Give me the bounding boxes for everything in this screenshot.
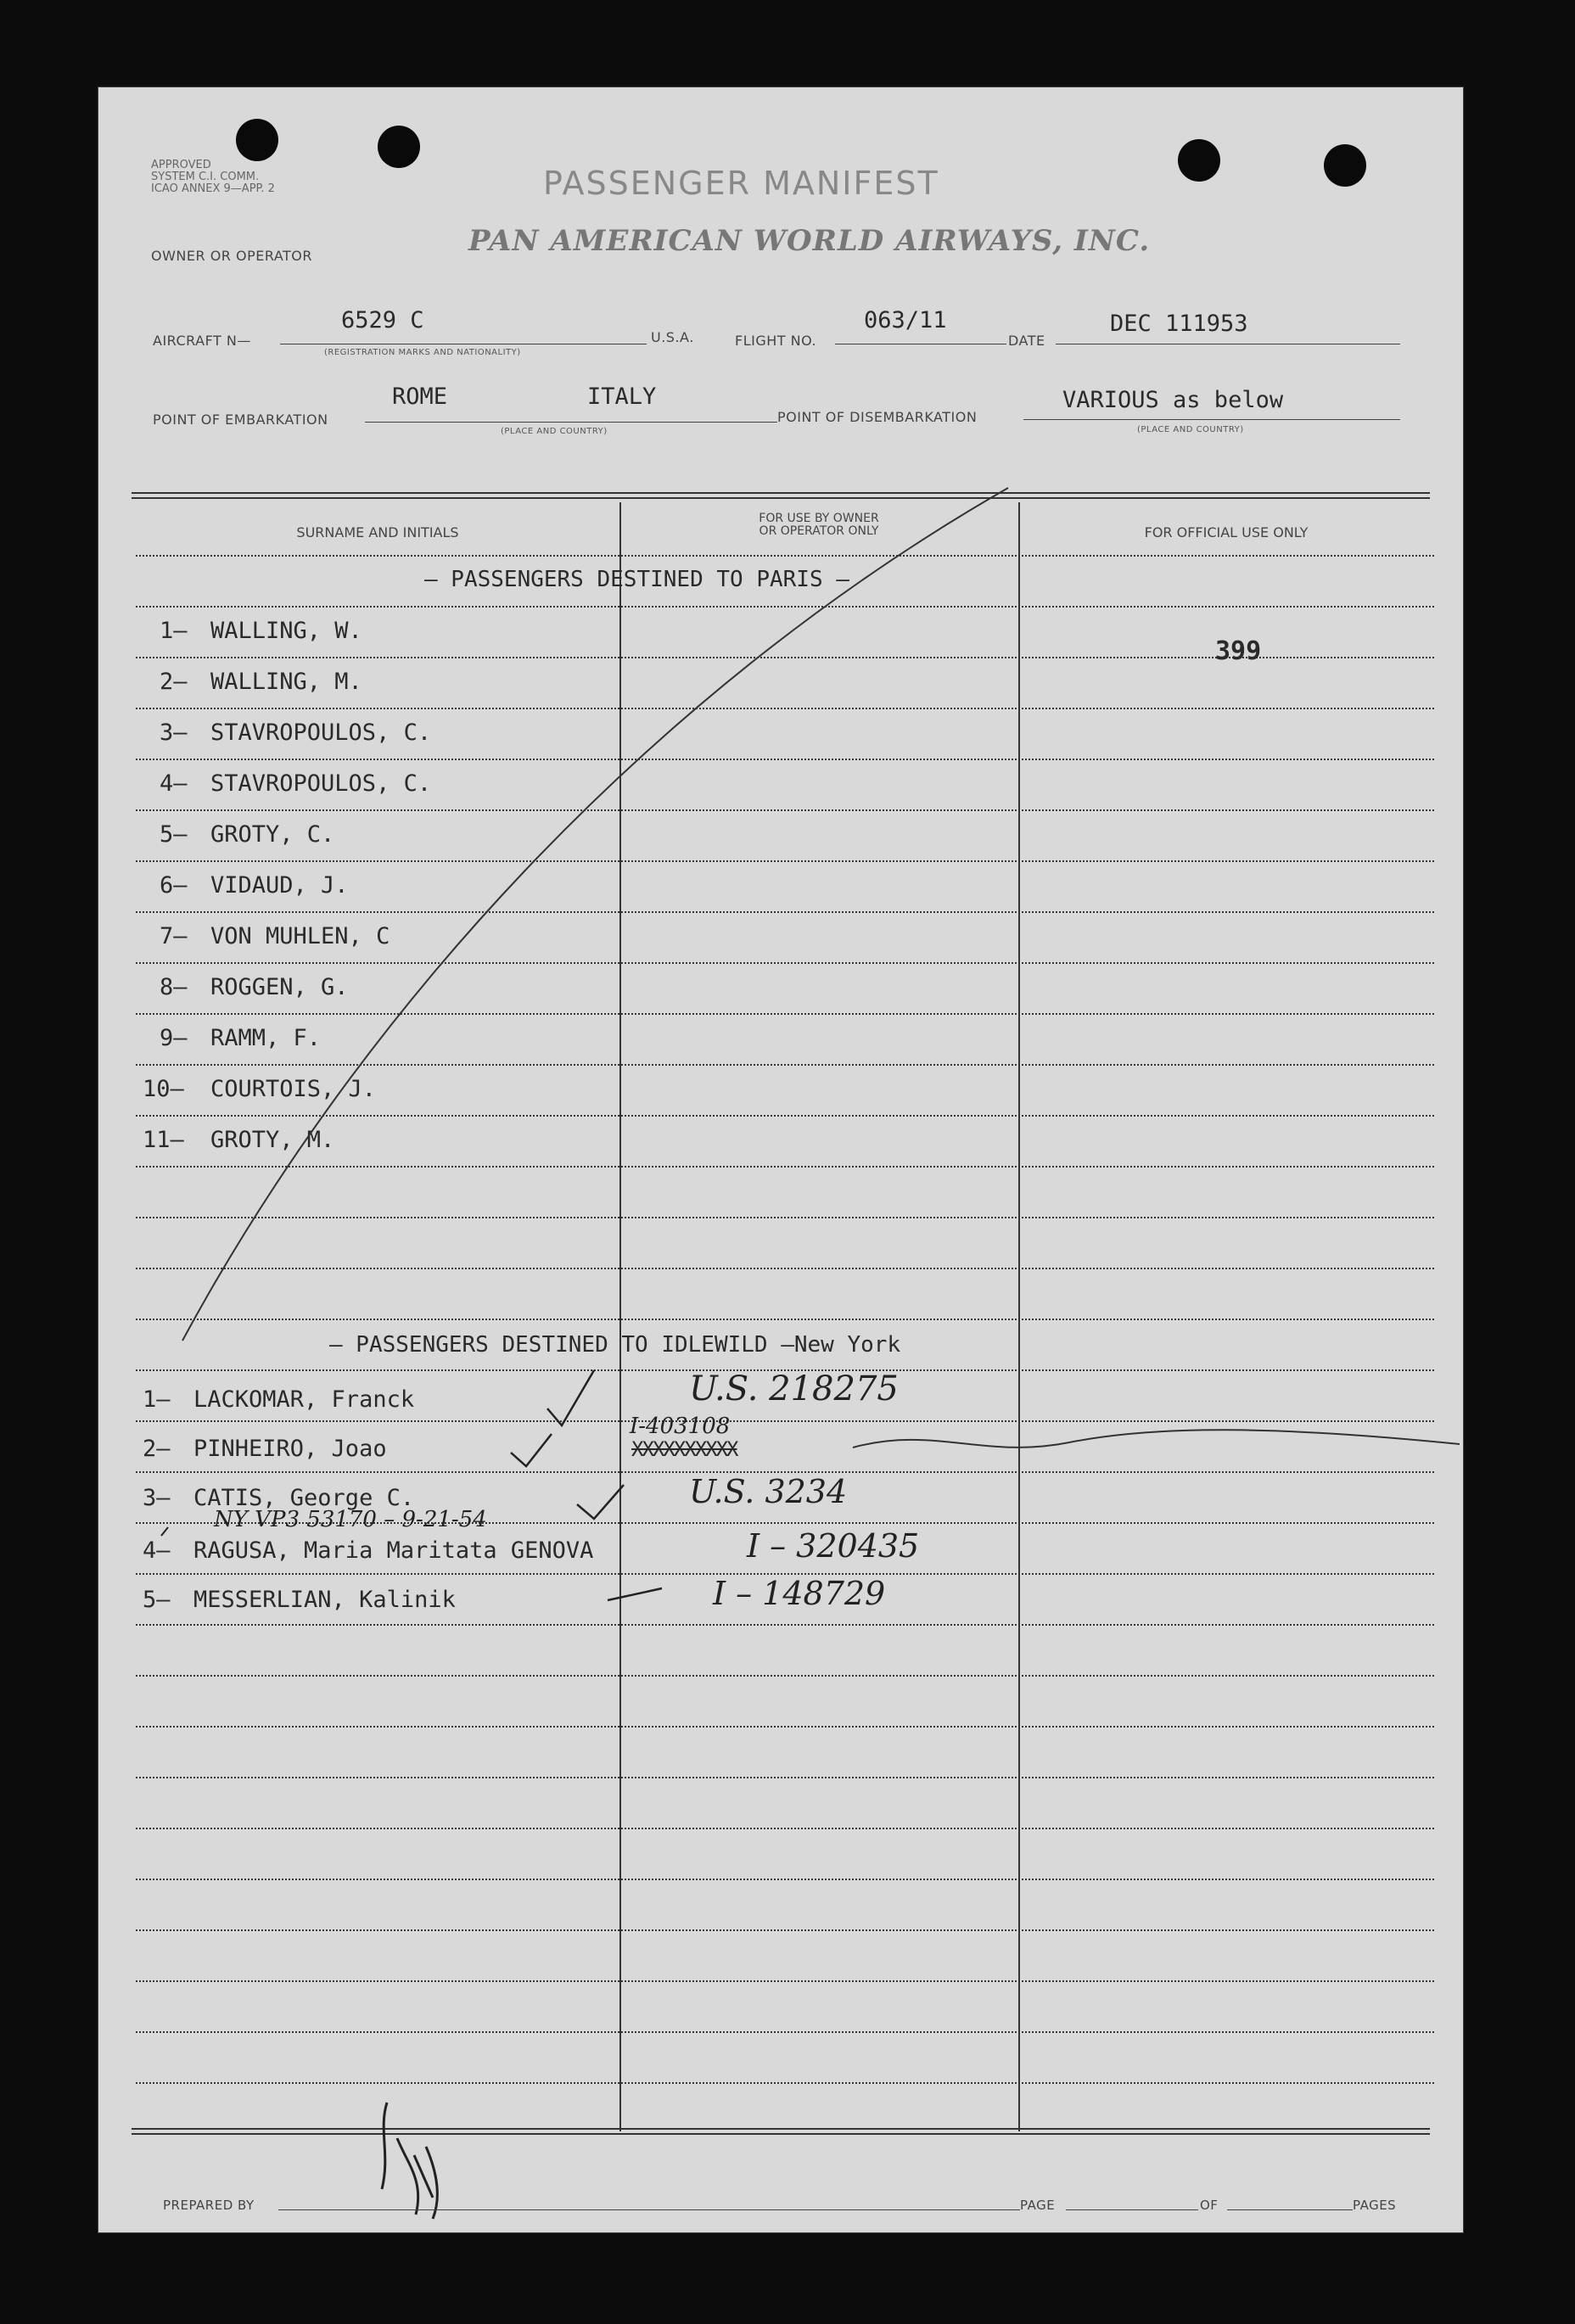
approval-line: APPROVED <box>151 159 211 171</box>
embark-label: POINT OF EMBARKATION <box>153 412 328 428</box>
row-number: 3– <box>143 1485 171 1511</box>
passport-note: U.S. 218275 <box>689 1369 899 1408</box>
handwritten-annotation: NY VP3 53170 – 9-21-54 <box>214 1507 487 1532</box>
passenger-name: VIDAUD, J. <box>210 872 349 899</box>
passport-note: U.S. 3234 <box>689 1473 848 1510</box>
row-number: 6– <box>160 872 188 899</box>
date-label: DATE <box>1008 333 1045 349</box>
row-number: 1– <box>160 618 188 644</box>
row-number: 5– <box>160 821 188 848</box>
row-number: 7– <box>160 923 188 949</box>
passenger-name: GROTY, M. <box>210 1127 335 1153</box>
disembark-label: POINT OF DISEMBARKATION <box>777 409 978 425</box>
flight-value: 063/11 <box>864 307 947 333</box>
of-line <box>1227 2209 1353 2210</box>
embark-country: ITALY <box>587 384 657 410</box>
row-number: 2– <box>143 1436 171 1462</box>
row-number: 3– <box>160 720 188 746</box>
passenger-name: ROGGEN, G. <box>210 974 349 1000</box>
passenger-name: RAGUSA, Maria Maritata GENOVA <box>193 1537 594 1564</box>
prepared-by-label: PREPARED BY <box>163 2198 255 2213</box>
passport-note: I-403108 <box>630 1414 731 1439</box>
passenger-name: STAVROPOULOS, C. <box>210 720 432 746</box>
flight-label: FLIGHT NO. <box>735 333 817 349</box>
row-number: 11– <box>143 1127 184 1153</box>
aircraft-label: AIRCRAFT N— <box>153 333 251 349</box>
passenger-name: GROTY, C. <box>210 821 335 848</box>
column-header-official: FOR OFFICIAL USE ONLY <box>1144 524 1309 540</box>
disembark-value: VARIOUS as below <box>1062 387 1284 413</box>
owner-use-line: FOR USE BY OWNER <box>759 512 879 525</box>
passenger-name: RAMM, F. <box>210 1025 322 1051</box>
embark-sub: (PLACE AND COUNTRY) <box>501 427 608 436</box>
column-header-surname: SURNAME AND INITIALS <box>296 524 459 540</box>
disembark-sub: (PLACE AND COUNTRY) <box>1137 425 1244 434</box>
passenger-name: CATIS, George C. <box>193 1485 415 1511</box>
embark-city: ROME <box>392 384 448 410</box>
struck-text: XXXXXXXXXX <box>631 1437 737 1461</box>
aircraft-value: 6529 C <box>341 307 424 333</box>
row-number: 8– <box>160 974 188 1000</box>
approval-line: SYSTEM C.I. COMM. <box>151 171 260 183</box>
passenger-name: WALLING, W. <box>210 618 362 644</box>
page-line <box>1066 2209 1198 2210</box>
passenger-name: VON MUHLEN, C <box>210 923 390 949</box>
pages-label: PAGES <box>1353 2198 1397 2213</box>
usa-label: U.S.A. <box>651 329 694 345</box>
official-note: 399 <box>1215 636 1262 666</box>
approval-line: ICAO ANNEX 9—APP. 2 <box>151 182 275 195</box>
row-number: 4– <box>143 1537 171 1564</box>
of-label: OF <box>1200 2198 1219 2213</box>
airline-name: PAN AMERICAN WORLD AIRWAYS, INC. <box>468 224 1151 258</box>
prepared-line <box>278 2209 1020 2210</box>
owner-use-line: OR OPERATOR ONLY <box>759 524 879 538</box>
passenger-name: COURTOIS, J. <box>210 1076 377 1102</box>
passenger-name: LACKOMAR, Franck <box>193 1386 415 1413</box>
passport-note: I – 148729 <box>713 1575 886 1612</box>
aircraft-sub: (REGISTRATION MARKS AND NATIONALITY) <box>324 348 521 357</box>
page-label: PAGE <box>1020 2198 1056 2213</box>
passport-note: I – 320435 <box>747 1527 920 1565</box>
passenger-name: MESSERLIAN, Kalinik <box>193 1587 456 1613</box>
row-number: 9– <box>160 1025 188 1051</box>
row-number: 10– <box>143 1076 184 1102</box>
passenger-name: PINHEIRO, Joao <box>193 1436 387 1462</box>
section-heading-idlewild: – PASSENGERS DESTINED TO IDLEWILD –New York <box>329 1332 901 1358</box>
row-number: 1– <box>143 1386 171 1413</box>
owner-label: OWNER OR OPERATOR <box>151 248 312 264</box>
section-heading-paris: – PASSENGERS DESTINED TO PARIS – <box>424 567 849 592</box>
page-title: PASSENGER MANIFEST <box>543 165 939 202</box>
date-value: DEC 111953 <box>1110 311 1248 337</box>
row-number: 2– <box>160 669 188 695</box>
row-number: 4– <box>160 770 188 797</box>
row-number: 5– <box>143 1587 171 1613</box>
passenger-name: WALLING, M. <box>210 669 362 695</box>
passenger-name: STAVROPOULOS, C. <box>210 770 432 797</box>
signature-mark <box>373 2096 450 2223</box>
